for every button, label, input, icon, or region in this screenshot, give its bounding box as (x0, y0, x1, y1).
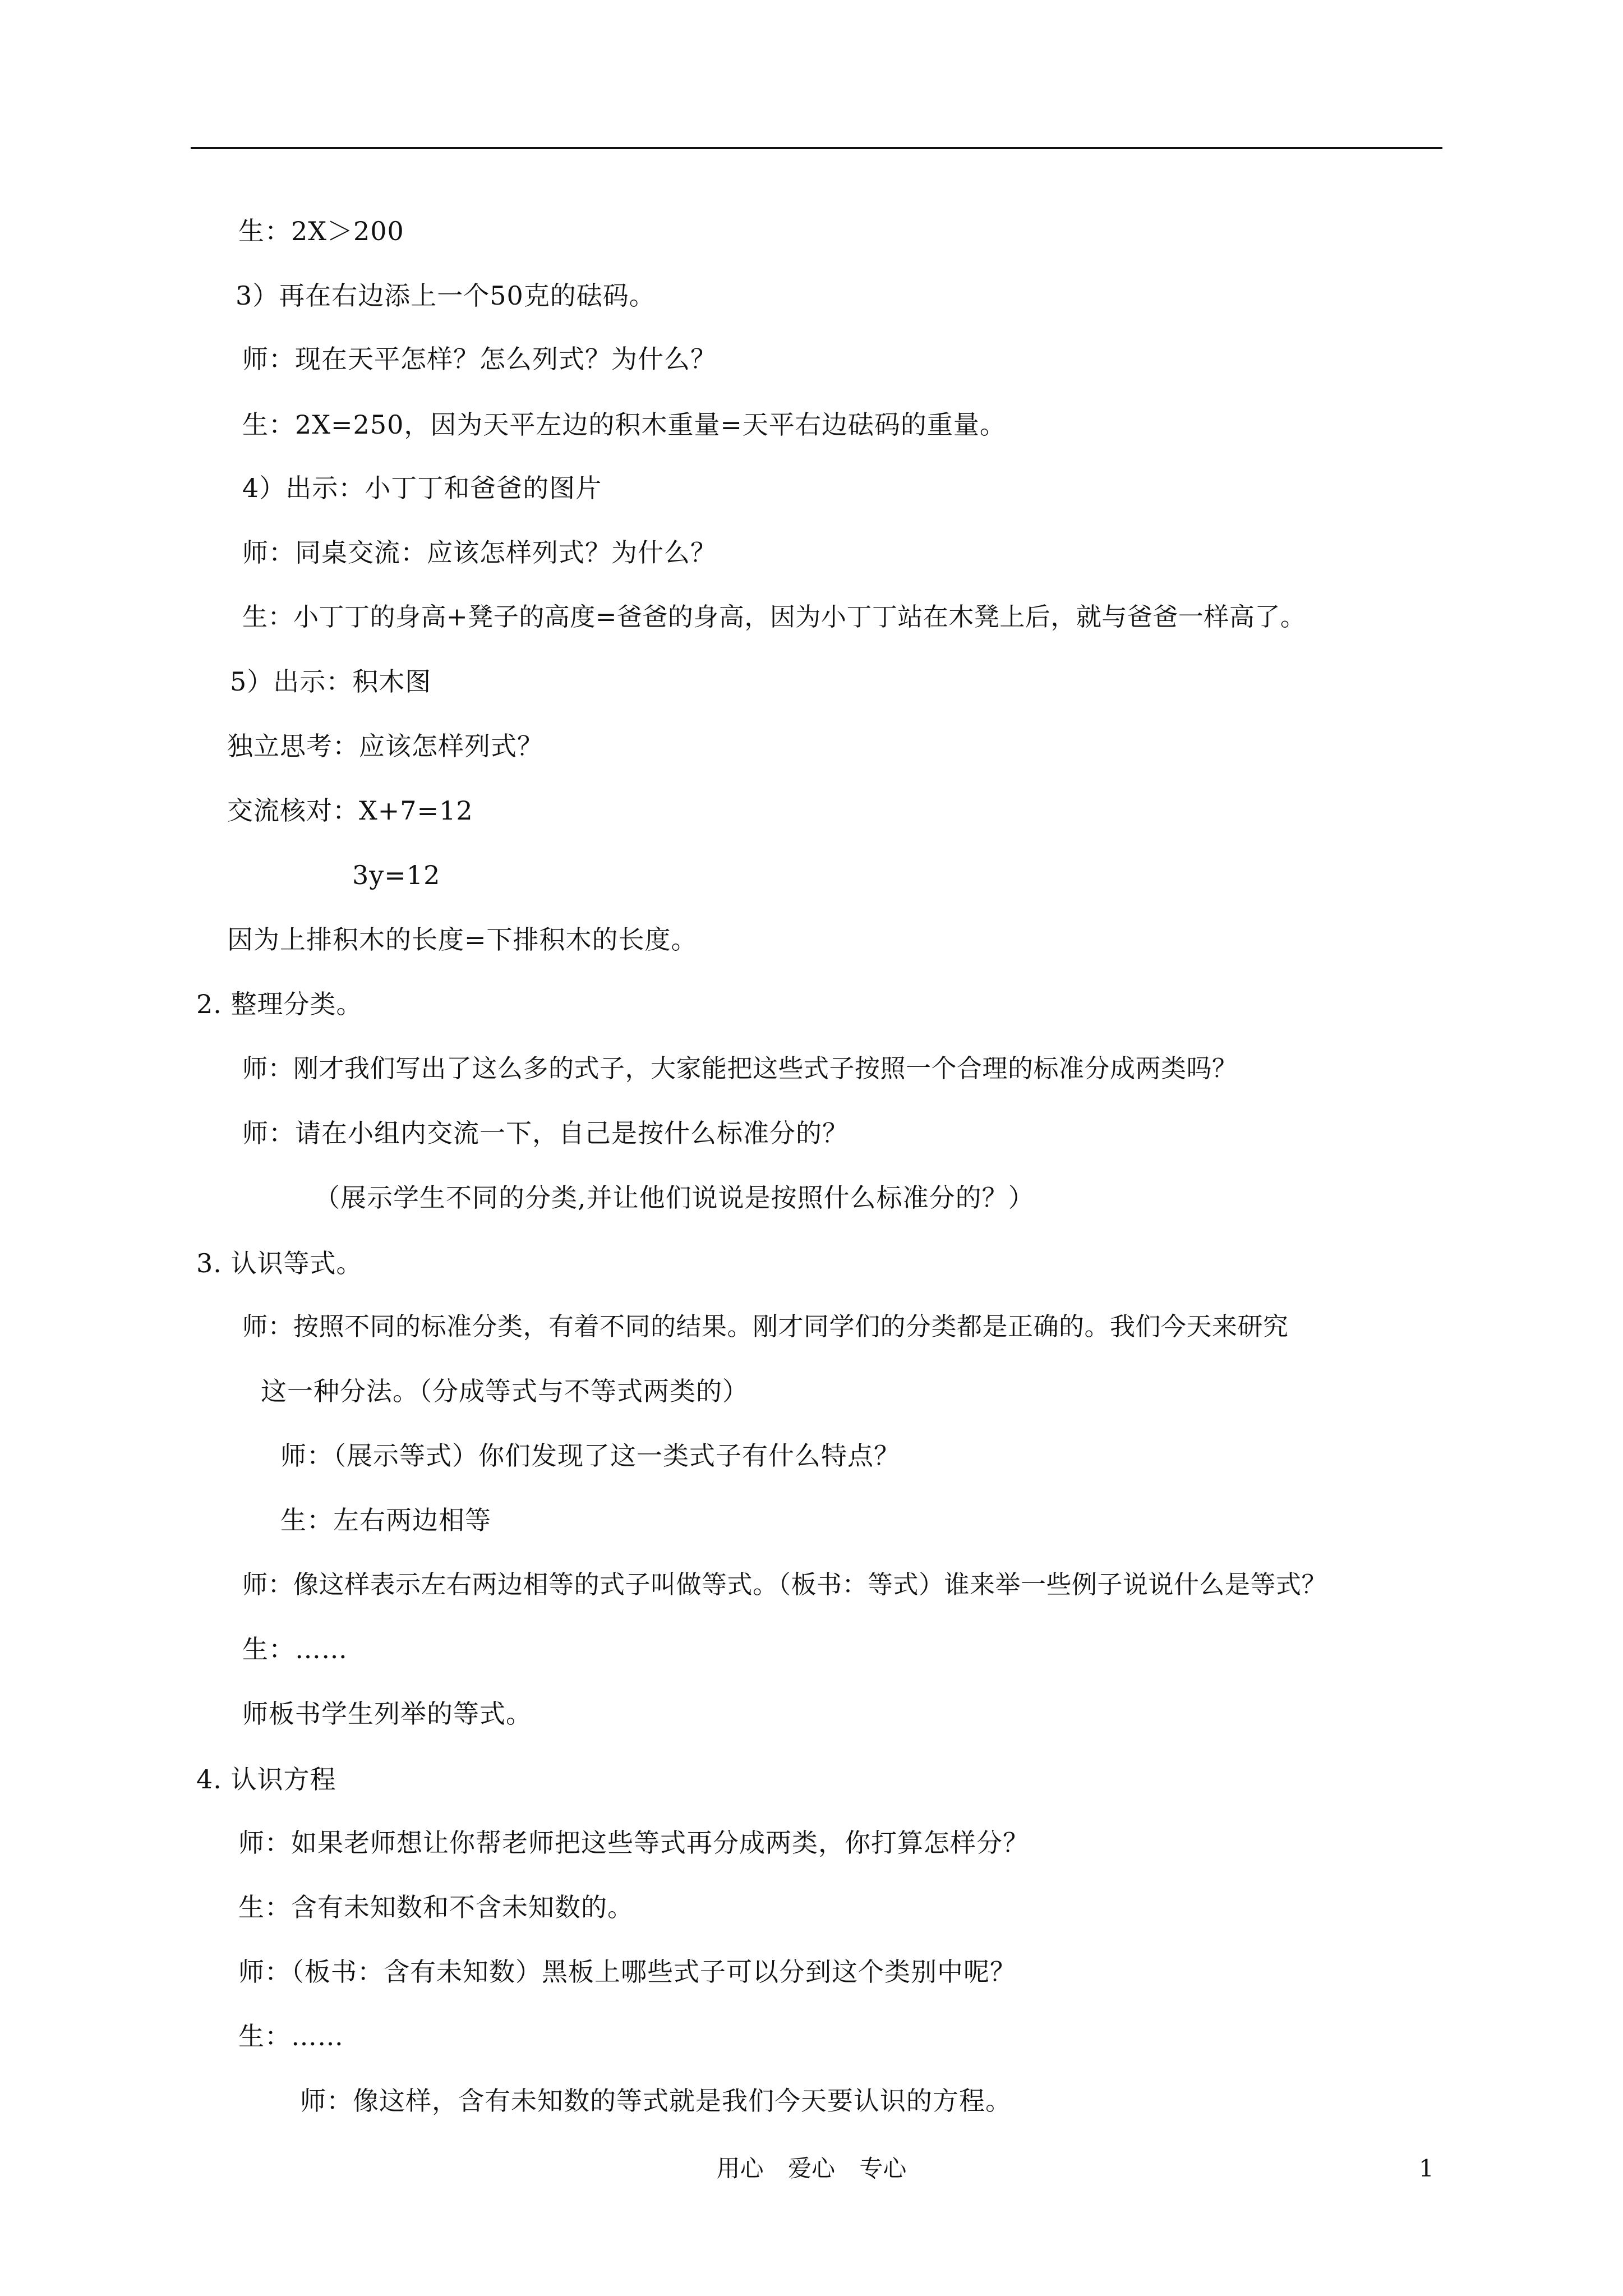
text-line: 师：如果老师想让你帮老师把这些等式再分成两类，你打算怎样分？ (238, 1828, 1029, 1858)
text-line: 生：…… (238, 2021, 344, 2051)
page-number: 1 (1419, 2155, 1434, 2182)
text-line: 生：2X=250，因为天平左边的积木重量=天平右边砝码的重量。 (242, 409, 1006, 440)
text-line: 师：同桌交流：应该怎样列式？为什么？ (242, 537, 717, 568)
text-line: 生：小丁丁的身高+凳子的高度=爸爸的身高，因为小丁丁站在木凳上后，就与爸爸一样高了。 (242, 602, 1306, 632)
text-line: 3y=12 (352, 860, 441, 890)
text-line: 师：（板书：含有未知数）黑板上哪些式子可以分到这个类别中呢？ (238, 1957, 1016, 1987)
footer-motto: 用心 爱心 专心 (716, 2155, 907, 2182)
text-line: 生：2X＞200 (238, 216, 404, 246)
text-line: 生：含有未知数和不含未知数的。 (238, 1892, 634, 1922)
header-rule (191, 147, 1442, 149)
section-heading: 4. 认识方程 (196, 1764, 336, 1795)
text-line: 师：请在小组内交流一下，自己是按什么标准分的？ (242, 1118, 849, 1148)
section-heading: 3. 认识等式。 (196, 1248, 363, 1278)
text-line: 师：像这样表示左右两边相等的式子叫做等式。（板书：等式）谁来举一些例子说说什么是等式？ (242, 1570, 1327, 1599)
text-line: 师：按照不同的标准分类，有着不同的结果。刚才同学们的分类都是正确的。我们今天来研究 (242, 1312, 1289, 1341)
text-line: 生：左右两边相等 (280, 1505, 491, 1535)
text-line: 因为上排积木的长度=下排积木的长度。 (227, 924, 698, 955)
text-line: 3）再在右边添上一个50克的砝码。 (236, 280, 656, 311)
text-line: （展示学生不同的分类,并让他们说说是按照什么标准分的？） (314, 1182, 1035, 1213)
text-line: 5）出示：积木图 (230, 666, 432, 697)
text-line: 师：刚才我们写出了这么多的式子，大家能把这些式子按照一个合理的标准分成两类吗？ (242, 1053, 1238, 1083)
text-line: 师板书学生列举的等式。 (242, 1699, 532, 1729)
text-line: 这一种分法。（分成等式与不等式两类的） (261, 1376, 749, 1406)
text-line: 4）出示：小丁丁和爸爸的图片 (242, 473, 602, 503)
text-line: 师：现在天平怎样？怎么列式？为什么？ (242, 344, 717, 374)
text-line: 师：像这样，含有未知数的等式就是我们今天要认识的方程。 (300, 2086, 1012, 2116)
section-heading: 2. 整理分类。 (196, 989, 363, 1019)
text-line: 交流核对：X+7=12 (227, 795, 473, 826)
text-line: 师：（展示等式）你们发现了这一类式子有什么特点？ (280, 1441, 900, 1471)
text-line: 生：…… (242, 1634, 348, 1664)
text-line: 独立思考：应该怎样列式？ (227, 731, 543, 761)
